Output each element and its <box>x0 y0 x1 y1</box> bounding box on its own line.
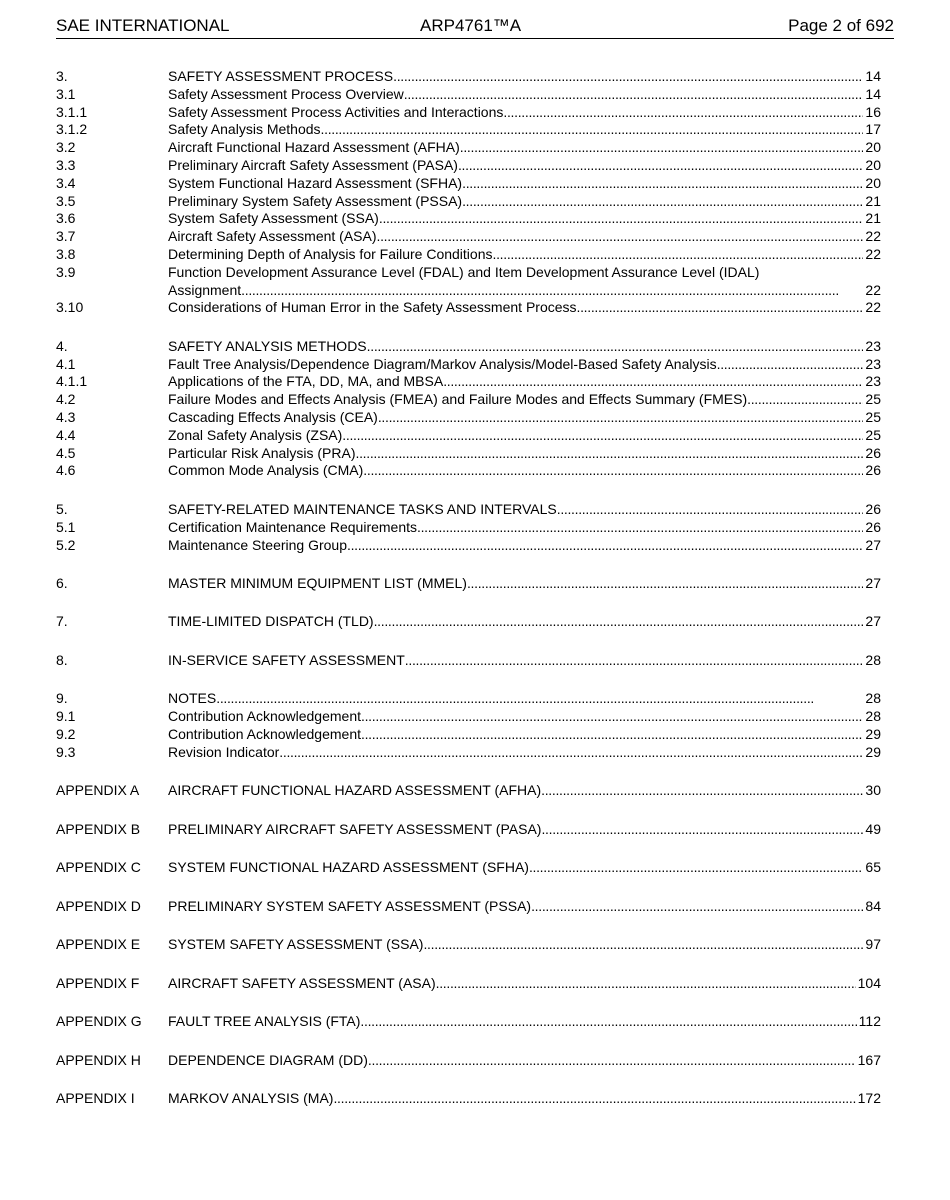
toc-entry-number: 5.2 <box>56 536 76 553</box>
toc-dot-leader <box>361 726 863 744</box>
toc-entry-title: SAFETY ANALYSIS METHODS <box>168 337 367 354</box>
toc-dot-leader <box>747 391 863 409</box>
toc-entry[interactable] <box>56 104 881 122</box>
toc-entry-line <box>168 68 881 86</box>
toc-entry[interactable] <box>56 86 881 104</box>
toc-entry[interactable] <box>56 708 881 726</box>
toc-entry-number: 4.6 <box>56 462 76 479</box>
toc-entry-number: 4.1 <box>56 355 76 372</box>
toc-entry-page: 20 <box>865 139 881 156</box>
toc-entry-line <box>168 1052 881 1070</box>
toc-entry-number: 9.3 <box>56 743 76 760</box>
toc-entry-body <box>168 246 881 264</box>
toc-entry-number: 4.1.1 <box>56 373 88 390</box>
toc-entry-title: Preliminary System Safety Assessment (PSSA) <box>168 192 463 209</box>
toc-entry-line <box>168 575 881 593</box>
toc-entry[interactable] <box>56 121 881 139</box>
toc-entry-title: System Functional Hazard Assessment (SFHA) <box>168 174 463 191</box>
toc-entry-line <box>168 228 881 246</box>
toc-entry-line <box>168 821 881 839</box>
toc-entry-number: 4.4 <box>56 426 76 443</box>
toc-entry-number: 3.1 <box>56 85 76 102</box>
toc-entry-line <box>168 936 881 954</box>
toc-dot-leader <box>423 936 863 954</box>
toc-entry-line <box>168 282 881 300</box>
toc-appendix-entry[interactable] <box>56 1052 881 1070</box>
toc-dot-leader <box>333 1090 855 1108</box>
toc-entry-page: 26 <box>865 518 881 535</box>
toc-entry-number: APPENDIX E <box>56 936 141 953</box>
toc-entry-page: 20 <box>865 156 881 173</box>
toc-entry-page: 28 <box>865 651 881 668</box>
toc-entry-line <box>168 975 881 993</box>
toc-entry[interactable] <box>56 210 881 228</box>
toc-dot-leader <box>717 356 864 374</box>
toc-entry-title: Maintenance Steering Group <box>168 536 347 553</box>
toc-entry-body <box>168 859 881 877</box>
section-spacer <box>56 593 881 614</box>
toc-entry-number: 9.1 <box>56 708 76 725</box>
toc-entry-body <box>168 175 881 193</box>
toc-entry-title: Particular Risk Analysis (PRA) <box>168 444 356 461</box>
toc-dot-leader <box>557 501 864 519</box>
toc-dot-leader <box>321 121 864 139</box>
toc-entry-body <box>168 409 881 427</box>
toc-entry-title-line: Function Development Assurance Level (FDAL) and Item Development Assurance Level (IDAL) <box>168 263 760 280</box>
toc-dot-leader <box>367 338 864 356</box>
header-document-id: ARP4761™A <box>420 16 522 35</box>
toc-entry-page: 22 <box>865 281 881 298</box>
toc-entry-page: 97 <box>865 936 881 953</box>
toc-entry-title: Safety Analysis Methods <box>168 121 321 138</box>
toc-entry-number: 6. <box>56 574 68 591</box>
toc-entry-number: APPENDIX G <box>56 1013 142 1030</box>
toc-entry-page: 27 <box>865 613 881 630</box>
toc-appendix-entry[interactable] <box>56 1013 881 1031</box>
toc-entry[interactable] <box>56 246 881 264</box>
toc-entry[interactable] <box>56 264 881 300</box>
toc-entry-body <box>168 501 881 519</box>
toc-entry-body <box>168 68 881 86</box>
toc-entry[interactable] <box>56 373 881 391</box>
header-organization: SAE INTERNATIONAL <box>56 16 230 35</box>
toc-entry-page: 21 <box>865 210 881 227</box>
toc-entry-line <box>168 652 881 670</box>
toc-entry-page: 29 <box>865 743 881 760</box>
toc-dot-leader <box>377 228 864 246</box>
toc-entry-page: 20 <box>865 174 881 191</box>
toc-entry-page: 65 <box>865 859 881 876</box>
toc-entry[interactable] <box>56 519 881 537</box>
toc-appendix-entry[interactable] <box>56 821 881 839</box>
toc-entry[interactable] <box>56 744 881 762</box>
toc-dot-leader <box>462 175 863 193</box>
toc-entry[interactable] <box>56 391 881 409</box>
toc-entry[interactable] <box>56 157 881 175</box>
toc-entry-body <box>168 975 881 993</box>
toc-dot-leader <box>443 373 863 391</box>
toc-dot-leader <box>361 708 863 726</box>
toc-dot-leader <box>462 193 863 211</box>
toc-entry-body <box>168 898 881 916</box>
toc-entry-line <box>168 462 881 480</box>
toc-dot-leader <box>458 157 863 175</box>
toc-entry-body <box>168 708 881 726</box>
toc-dot-leader <box>577 299 864 317</box>
toc-dot-leader <box>241 282 863 300</box>
toc-entry[interactable] <box>56 299 881 317</box>
toc-entry-body <box>168 744 881 762</box>
toc-entry-line <box>168 157 881 175</box>
toc-entry-body <box>168 228 881 246</box>
toc-entry[interactable] <box>56 445 881 463</box>
toc-entry-number: APPENDIX B <box>56 820 141 837</box>
toc-entry-line <box>168 690 881 708</box>
toc-entry-line <box>168 86 881 104</box>
toc-entry-number: 4. <box>56 337 68 354</box>
toc-entry-number: 3. <box>56 68 68 84</box>
toc-entry-title: Contribution Acknowledgement <box>168 726 362 743</box>
toc-entry-body <box>168 86 881 104</box>
toc-entry-line <box>168 104 881 122</box>
toc-dot-leader <box>436 975 856 993</box>
toc-entry-line <box>168 519 881 537</box>
toc-entry-number: APPENDIX A <box>56 782 140 799</box>
page-header <box>56 14 894 39</box>
toc-entry-title: IN-SERVICE SAFETY ASSESSMENT <box>168 651 405 668</box>
toc-entry-page: 25 <box>865 391 881 408</box>
toc-entry-page: 25 <box>865 426 881 443</box>
toc-dot-leader <box>503 104 863 122</box>
toc-entry[interactable] <box>56 427 881 445</box>
toc-entry-body <box>168 1052 881 1070</box>
toc-entry-number: 3.8 <box>56 245 76 262</box>
toc-entry-number: 9. <box>56 690 68 707</box>
toc-entry-title: AIRCRAFT FUNCTIONAL HAZARD ASSESSMENT (AFHA) <box>168 782 542 799</box>
toc-entry-number: 4.3 <box>56 409 76 426</box>
toc-entry-page: 14 <box>865 85 881 102</box>
toc-dot-leader <box>378 409 864 427</box>
toc-entry[interactable] <box>56 575 881 593</box>
toc-entry-body <box>168 210 881 228</box>
toc-entry-number: 4.2 <box>56 391 76 408</box>
toc-entry-number: 5. <box>56 500 68 517</box>
toc-entry-line <box>168 859 881 877</box>
toc-entry-title: Applications of the FTA, DD, MA, and MBSA <box>168 373 444 390</box>
toc-entry-page: 23 <box>865 337 881 354</box>
section-spacer <box>56 480 881 501</box>
toc-entry-title: NOTES <box>168 690 217 707</box>
toc-entry-body <box>168 121 881 139</box>
toc-appendix-entry[interactable] <box>56 898 881 916</box>
toc-dot-leader <box>360 1013 856 1031</box>
toc-entry-line <box>168 193 881 211</box>
toc-entry-title: Aircraft Functional Hazard Assessment (AFHA) <box>168 139 460 156</box>
toc-entry-page: 84 <box>865 897 881 914</box>
header-page-number: Page 2 of 692 <box>788 16 894 35</box>
toc-entry-title: DEPENDENCE DIAGRAM (DD) <box>168 1051 368 1068</box>
toc-entry-page: 27 <box>865 574 881 591</box>
toc-dot-leader <box>393 68 863 86</box>
toc-entry-number: APPENDIX D <box>56 897 141 914</box>
toc-entry-title: Certification Maintenance Requirements <box>168 518 418 535</box>
toc-entry-body <box>168 537 881 555</box>
toc-entry-line <box>168 175 881 193</box>
toc-dot-leader <box>405 652 864 670</box>
toc-entry-title: Cascading Effects Analysis (CEA) <box>168 409 378 426</box>
toc-entry-page: 28 <box>865 708 881 725</box>
toc-entry-body <box>168 391 881 409</box>
toc-entry-body <box>168 373 881 391</box>
toc-entry-body <box>168 782 881 800</box>
toc-entry-body <box>168 104 881 122</box>
toc-entry-line <box>168 537 881 555</box>
toc-entry-page: 30 <box>865 782 881 799</box>
toc-entry-page: 16 <box>865 103 881 120</box>
toc-entry-body <box>168 445 881 463</box>
toc-entry[interactable] <box>56 193 881 211</box>
toc-entry-title: Revision Indicator <box>168 743 280 760</box>
toc-entry-body <box>168 613 881 631</box>
toc-entry-page: 22 <box>865 245 881 262</box>
toc-entry-page: 22 <box>865 228 881 245</box>
toc-entry-title: MASTER MINIMUM EQUIPMENT LIST (MMEL) <box>168 574 467 591</box>
toc-entry[interactable] <box>56 726 881 744</box>
toc-appendix-entry[interactable] <box>56 936 881 954</box>
toc-entry-title: Considerations of Human Error in the Safety Assessment Process <box>168 299 577 316</box>
toc-entry-body <box>168 427 881 445</box>
toc-entry[interactable] <box>56 228 881 246</box>
toc-entry-line <box>168 613 881 631</box>
toc-entry-line <box>168 338 881 356</box>
toc-entry-line <box>168 445 881 463</box>
toc-entry-number: APPENDIX I <box>56 1090 135 1107</box>
toc-entry-title: Common Mode Analysis (CMA) <box>168 462 364 479</box>
toc-entry-title: AIRCRAFT SAFETY ASSESSMENT (ASA) <box>168 974 436 991</box>
toc-dot-leader <box>342 427 863 445</box>
toc-entry-page: 23 <box>865 373 881 390</box>
toc-entry-number: 3.6 <box>56 210 76 227</box>
toc-entry-title: TIME-LIMITED DISPATCH (TLD) <box>168 613 374 630</box>
toc-dot-leader <box>460 139 864 157</box>
toc-entry-page: 21 <box>865 192 881 209</box>
section-spacer <box>56 554 881 575</box>
toc-dot-leader <box>467 575 863 593</box>
toc-entry-line <box>168 726 881 744</box>
toc-entry-line <box>168 898 881 916</box>
toc-entry-body <box>168 193 881 211</box>
toc-entry-title: Assignment <box>168 281 242 298</box>
toc-entry-number: 7. <box>56 613 68 630</box>
toc-entry-line <box>168 501 881 519</box>
toc-entry-body <box>168 139 881 157</box>
toc-entry-number: 3.1.1 <box>56 103 88 120</box>
toc-entry-page: 112 <box>858 1013 881 1030</box>
toc-entry-number: APPENDIX C <box>56 859 141 876</box>
toc-entry-body <box>168 1013 881 1031</box>
toc-entry-page: 22 <box>865 299 881 316</box>
toc-entry-body <box>168 726 881 744</box>
toc-entry-number: 3.10 <box>56 299 84 316</box>
toc-entry-line <box>168 139 881 157</box>
toc-dot-leader <box>374 613 864 631</box>
toc-entry-body <box>168 1090 881 1108</box>
toc-entry-title: MARKOV ANALYSIS (MA) <box>168 1090 334 1107</box>
toc-entry-page: 26 <box>865 444 881 461</box>
toc-entry-body <box>168 356 881 374</box>
toc-entry-line <box>168 1013 881 1031</box>
toc-entry[interactable] <box>56 175 881 193</box>
toc-entry[interactable] <box>56 409 881 427</box>
toc-entry-title: Failure Modes and Effects Analysis (FMEA) and Failure Modes and Effects Summary (FMES) <box>168 391 748 408</box>
toc-entry-title: FAULT TREE ANALYSIS (FTA) <box>168 1013 361 1030</box>
toc-entry-number: 3.7 <box>56 228 76 245</box>
toc-entry[interactable] <box>56 139 881 157</box>
section-spacer <box>56 631 881 652</box>
toc-entry-body <box>168 157 881 175</box>
toc-entry[interactable] <box>56 690 881 708</box>
toc-appendix-entry[interactable] <box>56 859 881 877</box>
toc-entry-body <box>168 299 881 317</box>
toc-entry-line <box>168 356 881 374</box>
toc-entry-body <box>168 821 881 839</box>
toc-entry-title: SYSTEM SAFETY ASSESSMENT (SSA) <box>168 936 424 953</box>
toc-entry-number: 4.5 <box>56 444 76 461</box>
toc-entry[interactable] <box>56 501 881 519</box>
toc-entry-number: 3.5 <box>56 192 76 209</box>
toc-entry-line <box>168 373 881 391</box>
table-of-contents <box>56 68 881 1108</box>
toc-entry-title: Safety Assessment Process Activities and Interactions <box>168 103 504 120</box>
toc-appendix-entry[interactable] <box>56 1090 881 1108</box>
toc-dot-leader <box>417 519 863 537</box>
toc-entry-line <box>168 744 881 762</box>
toc-entry-body <box>168 652 881 670</box>
toc-entry-title: PRELIMINARY SYSTEM SAFETY ASSESSMENT (PSSA) <box>168 897 532 914</box>
toc-dot-leader <box>493 246 864 264</box>
toc-entry-page: 23 <box>865 355 881 372</box>
toc-dot-leader <box>216 690 863 708</box>
toc-entry-title: PRELIMINARY AIRCRAFT SAFETY ASSESSMENT (PASA) <box>168 820 542 837</box>
toc-dot-leader <box>529 859 863 877</box>
toc-dot-leader <box>531 898 863 916</box>
toc-entry-title: Contribution Acknowledgement <box>168 708 362 725</box>
toc-dot-leader <box>541 821 863 839</box>
toc-entry[interactable] <box>56 652 881 670</box>
toc-entry[interactable] <box>56 356 881 374</box>
toc-entry[interactable] <box>56 613 881 631</box>
toc-entry-line <box>168 246 881 264</box>
toc-entry[interactable] <box>56 338 881 356</box>
toc-entry-number: 3.9 <box>56 263 76 280</box>
toc-entry-page: 26 <box>865 462 881 479</box>
toc-entry[interactable] <box>56 462 881 480</box>
toc-dot-leader <box>347 537 863 555</box>
toc-entry-page: 49 <box>865 820 881 837</box>
toc-entry-page: 26 <box>865 500 881 517</box>
toc-entry-number: APPENDIX F <box>56 974 140 991</box>
toc-dot-leader <box>356 445 864 463</box>
toc-entry-page: 17 <box>865 121 881 138</box>
toc-dot-leader <box>368 1052 856 1070</box>
toc-entry-number: 9.2 <box>56 726 76 743</box>
section-spacer <box>56 317 881 338</box>
toc-dot-leader <box>379 210 864 228</box>
toc-entry-body <box>168 338 881 356</box>
toc-entry-page: 25 <box>865 409 881 426</box>
toc-entry-body <box>168 575 881 593</box>
toc-entry-page: 29 <box>865 726 881 743</box>
toc-entry-body <box>168 519 881 537</box>
toc-entry-title: SYSTEM FUNCTIONAL HAZARD ASSESSMENT (SFHA) <box>168 859 529 876</box>
toc-entry-page: 27 <box>865 536 881 553</box>
toc-entry-line <box>168 210 881 228</box>
toc-entry-line <box>168 391 881 409</box>
toc-entry-page: 167 <box>857 1051 881 1068</box>
toc-entry-line <box>168 1090 881 1108</box>
toc-entry-line <box>168 427 881 445</box>
toc-appendix-entry[interactable] <box>56 975 881 993</box>
toc-entry-number: APPENDIX H <box>56 1051 141 1068</box>
toc-entry-number: 5.1 <box>56 518 76 535</box>
toc-dot-leader <box>541 782 863 800</box>
toc-entry-title: Determining Depth of Analysis for Failure Conditions <box>168 245 493 262</box>
toc-entry-body <box>168 690 881 708</box>
toc-dot-leader <box>279 744 863 762</box>
toc-entry-line <box>168 409 881 427</box>
toc-entry[interactable] <box>56 537 881 555</box>
toc-entry-number: 8. <box>56 651 68 668</box>
toc-entry-title: Aircraft Safety Assessment (ASA) <box>168 228 377 245</box>
toc-dot-leader <box>404 86 864 104</box>
toc-appendix-entry[interactable] <box>56 782 881 800</box>
toc-entry-title: Fault Tree Analysis/Dependence Diagram/Markov Analysis/Model-Based Safety Analysis <box>168 355 717 372</box>
toc-entry-line <box>168 121 881 139</box>
toc-entry-body <box>168 936 881 954</box>
toc-entry-title: Preliminary Aircraft Safety Assessment (PASA) <box>168 156 458 173</box>
toc-entry-body <box>168 462 881 480</box>
toc-dot-leader <box>363 462 863 480</box>
toc-entry-number: 3.2 <box>56 139 76 156</box>
toc-entry-number: 3.3 <box>56 156 76 173</box>
toc-entry-title: SAFETY-RELATED MAINTENANCE TASKS AND INTERVALS <box>168 500 557 517</box>
toc-entry-page: 14 <box>865 68 881 84</box>
toc-entry-page: 104 <box>857 974 881 991</box>
toc-entry-line <box>168 299 881 317</box>
toc-entry-line <box>168 782 881 800</box>
toc-entry-title: Zonal Safety Analysis (ZSA) <box>168 426 343 443</box>
section-spacer <box>56 670 881 691</box>
toc-entry-page: 28 <box>865 690 881 707</box>
toc-entry-line <box>168 708 881 726</box>
toc-entry[interactable] <box>56 68 881 86</box>
toc-entry-title: Safety Assessment Process Overview <box>168 85 404 102</box>
toc-entry-number: 3.4 <box>56 174 76 191</box>
toc-entry-number: 3.1.2 <box>56 121 88 138</box>
toc-entry-body <box>168 264 881 300</box>
toc-entry-page: 172 <box>857 1090 881 1107</box>
toc-entry-title: SAFETY ASSESSMENT PROCESS <box>168 68 394 84</box>
toc-entry-title: System Safety Assessment (SSA) <box>168 210 379 227</box>
